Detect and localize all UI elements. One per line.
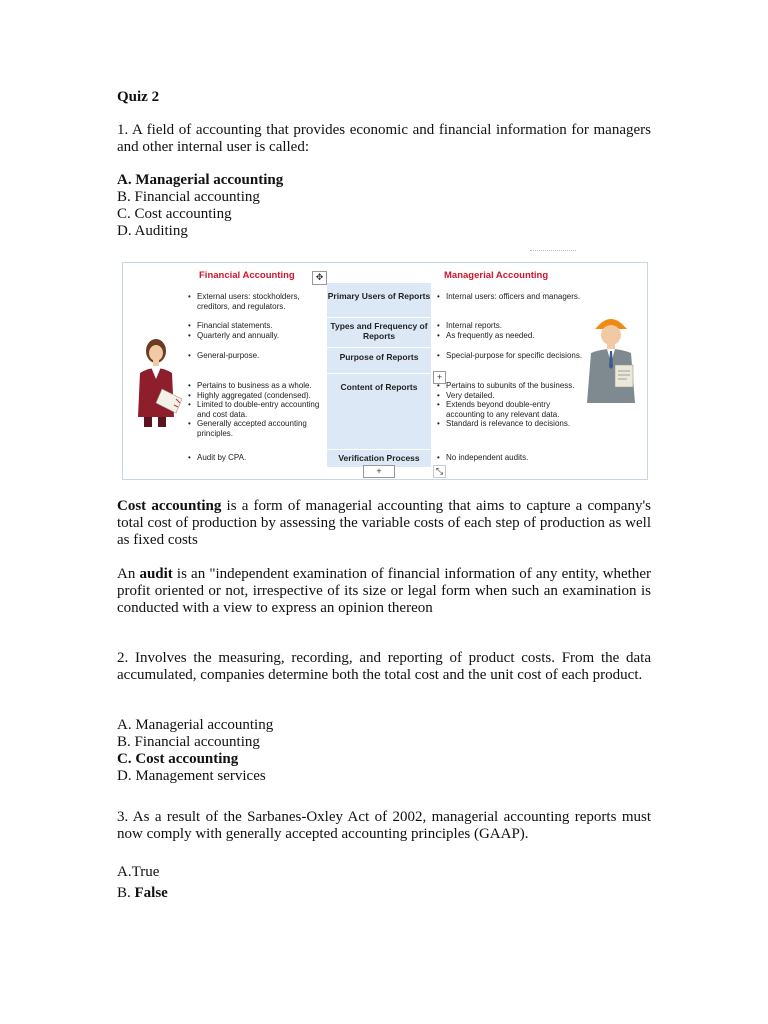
add-row-bottom-handle[interactable]: +	[363, 465, 395, 478]
q3-option-a: A.True	[117, 864, 160, 880]
resize-handle-icon[interactable]: ⤡	[433, 465, 446, 478]
q1-option-b: B. Financial accounting	[117, 189, 260, 205]
managerial-verification-cell: • No independent audits.	[436, 453, 586, 463]
q1-option-a: A. Managerial accounting	[117, 172, 284, 188]
cost-accounting-term: Cost accounting	[117, 498, 222, 514]
q2-option-d: D. Management services	[117, 768, 266, 784]
row-labels-column	[327, 283, 431, 467]
financial-accounting-header: Financial Accounting	[199, 270, 295, 281]
row-label-verification: Verification Process	[338, 453, 420, 463]
audit-term: audit	[139, 566, 173, 582]
question-3: 3. As a result of the Sarbanes-Oxley Act of 2002, managerial accounting reports must now comply with generally accepted accounting principles (GAAP).	[117, 809, 651, 842]
row-label-types-frequency: Types and Frequency of Reports	[330, 321, 428, 341]
managerial-purpose-cell: • Special-purpose for specific decisions.	[436, 351, 586, 361]
question-2: 2. Involves the measuring, recording, and reporting of product costs. From the data accumulated, companies determine both the total cost and the unit cost of each product.	[117, 650, 651, 683]
row-label-purpose: Purpose of Reports	[339, 352, 419, 362]
financial-users-cell: • External users: stockholders, creditors, and regulators.	[187, 292, 323, 311]
q3-option-b: B. False	[117, 885, 168, 901]
audit-definition	[117, 566, 651, 617]
cost-accounting-definition	[117, 498, 651, 549]
add-row-handle[interactable]: +	[433, 371, 446, 384]
managerial-users-cell: • Internal users: officers and managers.	[436, 292, 586, 302]
financial-content-cell: • Pertains to business as a whole. • Highly aggregated (condensed). • Limited to double-entry accounting and cost data. • Generally accepted accounting principles.	[187, 381, 323, 439]
q1-option-d: D. Auditing	[117, 223, 188, 239]
quiz-title: Quiz 2	[117, 89, 160, 105]
financial-purpose-cell: • General-purpose.	[187, 351, 323, 361]
financial-verification-cell: • Audit by CPA.	[187, 453, 323, 463]
question-1: 1. A field of accounting that provides economic and financial information for managers and other internal user is called:	[117, 122, 651, 155]
q1-option-c: C. Cost accounting	[117, 206, 232, 222]
move-handle-icon[interactable]: ✥	[312, 271, 327, 285]
comparison-figure	[122, 262, 648, 480]
row-label-content: Content of Reports	[340, 382, 418, 392]
audit-text: is an "independent examination of financial information of any entity, whether profit oriented or not, irrespective of its size or legal form when such an examination is conducted with a view to express an opinion thereon	[117, 566, 651, 616]
financial-types-cell: • Financial statements. • Quarterly and annually.	[187, 321, 323, 340]
managerial-content-cell: • Pertains to subunits of the business. • Very detailed. • Extends beyond double-entry accounting to any relevant data. • Standard is relevance to decisions.	[436, 381, 586, 429]
managerial-accounting-header: Managerial Accounting	[444, 270, 549, 281]
businesswoman-illustration-icon	[126, 337, 188, 429]
stray-mark	[530, 250, 576, 254]
worker-illustration-icon	[581, 311, 643, 405]
audit-prefix: An	[117, 566, 140, 582]
cost-accounting-text: is a form of managerial accounting that aims to capture a company's total cost of production by assessing the variable costs of each step of production as well as fixed costs	[117, 498, 652, 548]
q2-option-a: A. Managerial accounting	[117, 717, 274, 733]
row-label-primary-users: Primary Users of Reports	[327, 291, 431, 301]
q2-option-b: B. Financial accounting	[117, 734, 260, 750]
q3-option-b-answer: False	[134, 885, 168, 901]
managerial-types-cell: • Internal reports. • As frequently as needed.	[436, 321, 586, 340]
q2-option-c: C. Cost accounting	[117, 751, 239, 767]
